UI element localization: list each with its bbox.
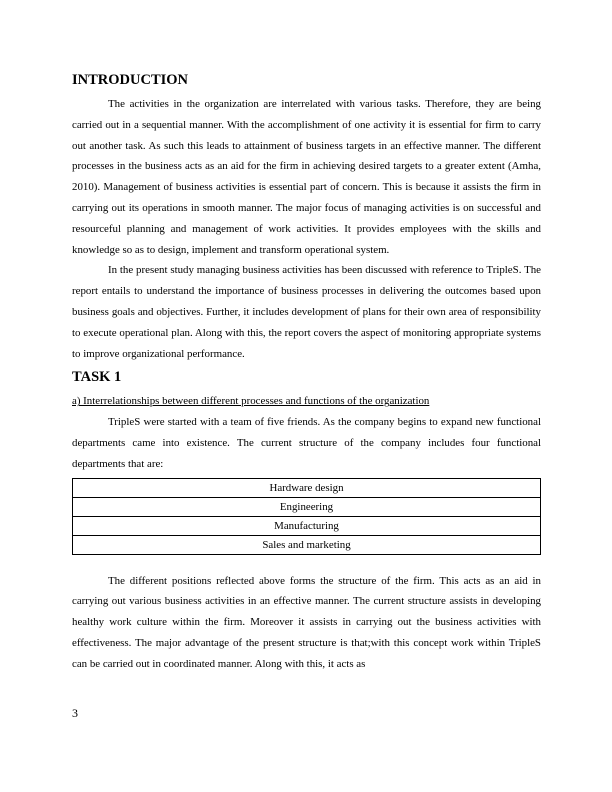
intro-paragraph-1: The activities in the organization are interrelated with various tasks. Therefore, they are being carried out in a sequential manner. With the accomplishment of one activity it is essential for firm to carry out another task. As such this leads to attainment of business targets in an effective manner. The different processes in the business acts as an aid for the firm in achieving desired targets to a greater extent (Amha, 2010). Management of business activities is essential part of concern. This is because it assists the firm in carrying out its operations in smooth manner. The major focus of managing activities is on successful and resourceful planning and management of work activities. It provides employees with the skills and knowledge so as to design, implement and transform operational system. <box>72 98 541 256</box>
department-cell: Engineering <box>73 497 541 516</box>
table-row <box>73 535 541 554</box>
department-cell: Hardware design <box>73 478 541 497</box>
page-number: 3 <box>72 706 78 720</box>
departments-table <box>72 478 541 555</box>
task1-paragraph-2: The different positions reflected above forms the structure of the firm. This acts as an aid in carrying out various business activities in an effective manner. The current structure assists in developing healthy work culture within the firm. Moreover it assists in carrying out the business activities with effectiveness. The major advantage of the present structure is that;with this concept work within TripleS can be carried out in coordinated manner. Along with this, it acts as <box>72 574 541 670</box>
intro-paragraph-2: In the present study managing business activities has been discussed with reference to TripleS. The report entails to understand the importance of business processes in delivering the outcomes based upon business goals and objectives. Further, it includes development of plans for their own area of responsibility to execute operational plan. Along with this, the report covers the aspect of monitoring appropriate systems to improve organizational performance. <box>72 264 541 360</box>
department-cell: Manufacturing <box>73 516 541 535</box>
task1-subheading: a) Interrelationships between different processes and functions of the organization <box>72 395 430 408</box>
table-row <box>73 516 541 535</box>
table-row <box>73 478 541 497</box>
table-row <box>73 497 541 516</box>
document-body <box>72 70 541 675</box>
department-cell: Sales and marketing <box>73 535 541 554</box>
introduction-heading: INTRODUCTION <box>72 72 189 88</box>
task1-heading: TASK 1 <box>72 369 122 386</box>
task1-paragraph-1: TripleS were started with a team of five friends. As the company begins to expand new functional departments came into existence. The current structure of the company includes four functional departments that are: <box>72 416 541 470</box>
